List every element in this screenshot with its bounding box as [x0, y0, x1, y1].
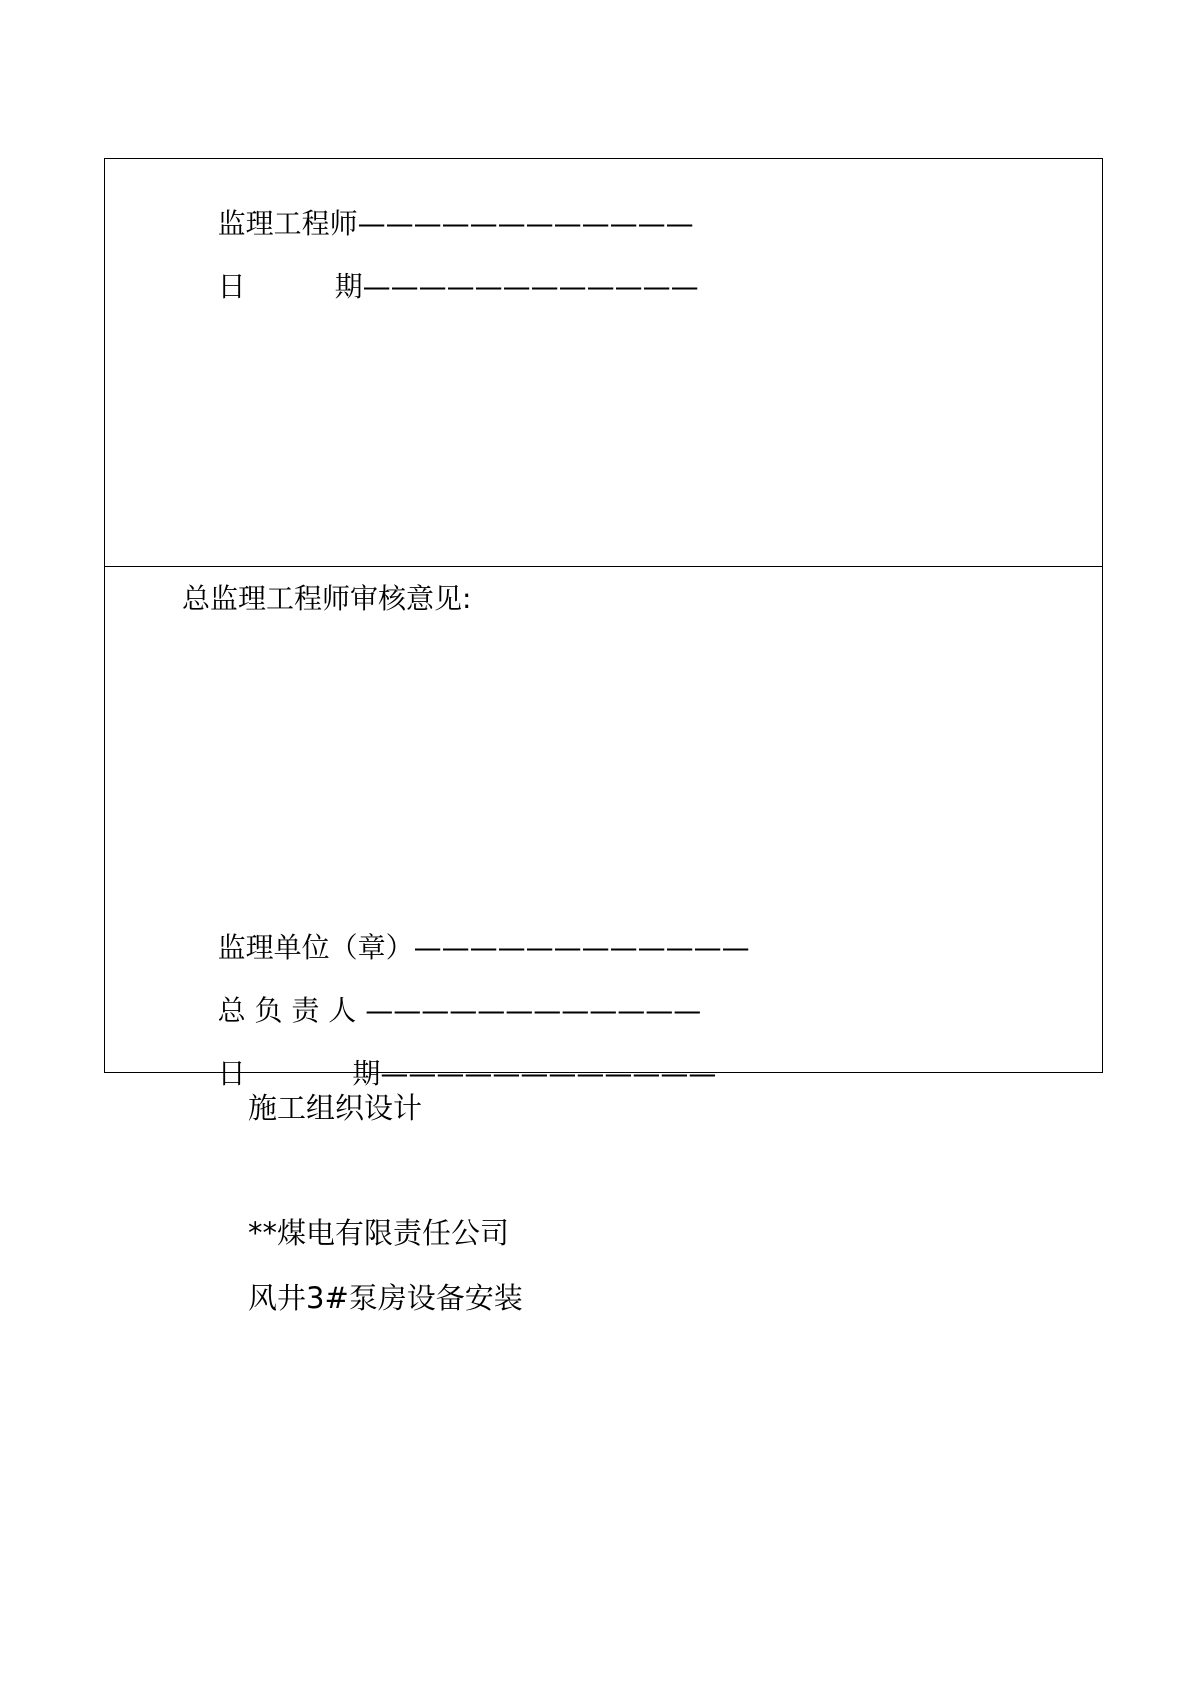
supervisor-date-label: 日 期	[217, 270, 363, 303]
general-head-label: 总 负 责 人	[217, 994, 366, 1027]
supervisor-date-blank: ————————————	[362, 270, 699, 303]
supervisor-engineer-blank: ————————————	[357, 207, 694, 240]
company-name: **煤电有限责任公司	[248, 1216, 510, 1250]
review-form-table	[104, 158, 1103, 1090]
general-head-blank: ————————————	[365, 994, 702, 1027]
chief-date-blank: ————————————	[380, 1057, 717, 1090]
supervision-unit-blank: ————————————	[413, 931, 750, 964]
cover-title: 施工组织设计	[248, 1091, 423, 1125]
chief-date-label: 日 期	[217, 1057, 381, 1090]
supervision-unit-label: 监理单位（章）	[217, 931, 414, 964]
supervisor-date-row	[182, 236, 699, 338]
supervisor-engineer-label: 监理工程师	[217, 207, 358, 240]
project-name: 风井3#泵房设备安装	[248, 1281, 523, 1315]
chief-review-heading: 总监理工程师审核意见:	[182, 582, 472, 615]
section-divider	[105, 566, 1102, 567]
